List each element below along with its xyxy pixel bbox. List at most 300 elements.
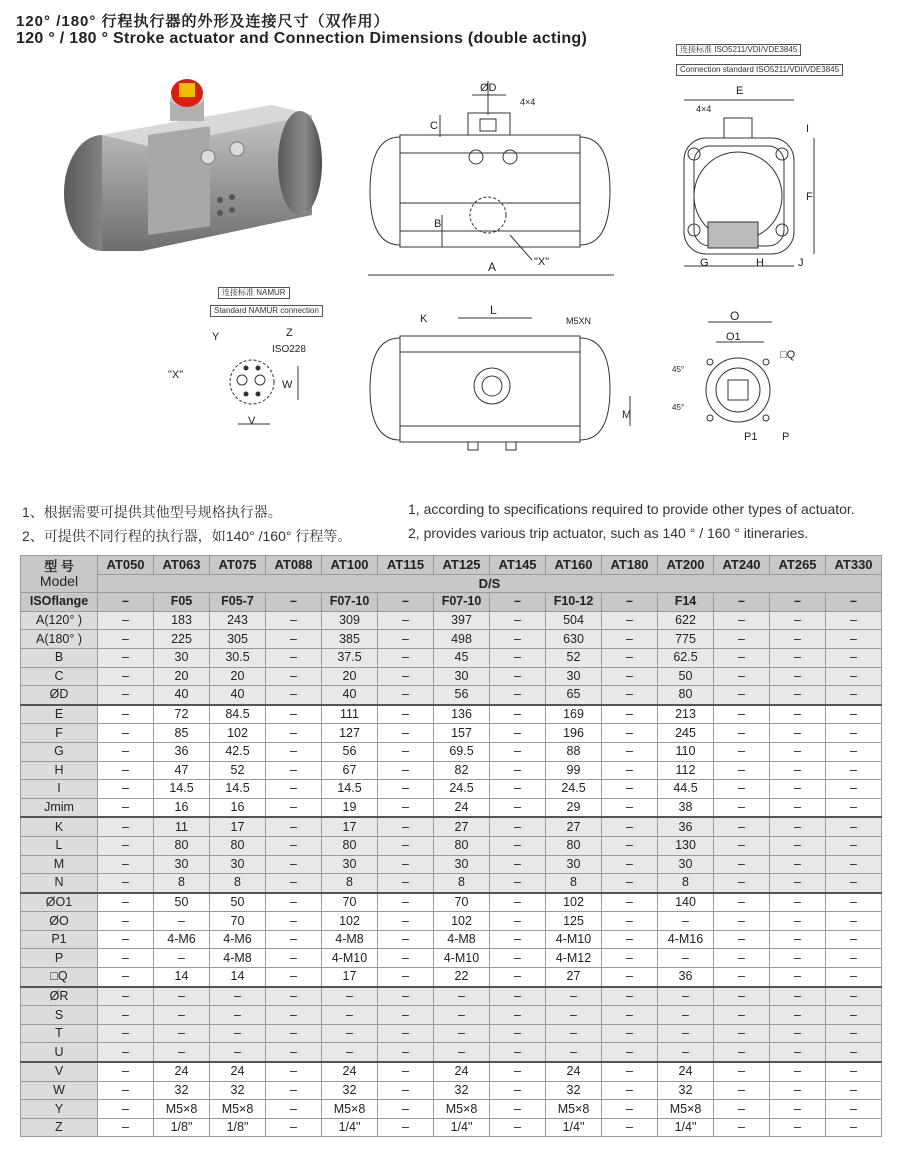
table-cell: – [826, 611, 882, 630]
header-model-en: Model [39, 573, 79, 590]
table-cell: – [770, 930, 826, 949]
table-cell: 40 [154, 686, 210, 705]
table-cell: – [98, 593, 154, 612]
table-cell: 4-M6 [154, 930, 210, 949]
table-cell: 24 [546, 1062, 602, 1081]
table-cell: – [602, 1024, 658, 1043]
dim-D: ØD [480, 82, 497, 94]
table-cell: 1/8" [154, 1118, 210, 1137]
table-cell: 4-M8 [434, 930, 490, 949]
table-cell: – [490, 742, 546, 761]
table-cell: – [714, 611, 770, 630]
table-row [21, 724, 882, 743]
table-cell: – [266, 1062, 322, 1081]
table-cell: – [714, 798, 770, 817]
table-cell: – [714, 648, 770, 667]
table-cell: 80 [154, 836, 210, 855]
table-cell: – [490, 705, 546, 724]
table-cell: – [490, 817, 546, 836]
table-cell: 4-M16 [658, 930, 714, 949]
table-cell: – [714, 1024, 770, 1043]
table-cell: 19 [322, 798, 378, 817]
table-cell: 40 [210, 686, 266, 705]
row-label: ØO [21, 912, 98, 931]
table-cell: – [98, 893, 154, 912]
table-cell: – [770, 742, 826, 761]
table-cell: – [98, 987, 154, 1006]
table-row [21, 874, 882, 893]
table-cell: – [714, 724, 770, 743]
table-cell: M5×8 [546, 1100, 602, 1119]
table-cell: – [602, 930, 658, 949]
model-header-cell: AT075 [210, 556, 266, 575]
table-cell: 24 [210, 1062, 266, 1081]
table-cell: – [490, 1081, 546, 1100]
table-cell: – [378, 817, 434, 836]
table-cell: – [490, 949, 546, 968]
table-cell: 1/4" [434, 1118, 490, 1137]
table-cell: 29 [546, 798, 602, 817]
table-cell: 8 [154, 874, 210, 893]
table-cell: – [658, 949, 714, 968]
table-cell: – [602, 1043, 658, 1062]
table-cell: – [378, 742, 434, 761]
table-cell: – [826, 1006, 882, 1025]
table-cell: – [378, 1006, 434, 1025]
table-cell: – [490, 761, 546, 780]
table-cell: – [490, 1118, 546, 1137]
table-cell: 17 [322, 817, 378, 836]
model-header-cell: AT145 [490, 556, 546, 575]
table-cell: – [826, 780, 882, 799]
table-cell: 110 [658, 742, 714, 761]
table-iso-row [21, 593, 882, 612]
table-cell: – [770, 705, 826, 724]
table-row [21, 630, 882, 649]
table-cell: – [378, 724, 434, 743]
table-cell: 52 [546, 648, 602, 667]
table-cell: 36 [154, 742, 210, 761]
table-cell: – [266, 893, 322, 912]
dim-J: J [798, 257, 804, 269]
table-cell: – [154, 949, 210, 968]
table-row [21, 987, 882, 1006]
model-header-cell: AT125 [434, 556, 490, 575]
table-cell: – [490, 798, 546, 817]
table-cell: 80 [322, 836, 378, 855]
table-row [21, 1043, 882, 1062]
table-cell: – [98, 742, 154, 761]
dim-G: G [700, 257, 709, 269]
dim-I: I [806, 123, 810, 135]
table-cell: 1/8" [210, 1118, 266, 1137]
model-header-cell: AT330 [826, 556, 882, 575]
table-cell: – [154, 912, 210, 931]
table-cell: 17 [322, 968, 378, 987]
table-cell: – [378, 836, 434, 855]
row-label: P1 [21, 930, 98, 949]
header-model-zh: 型 号 Model [21, 556, 98, 593]
table-cell: – [826, 761, 882, 780]
table-cell: – [602, 761, 658, 780]
table-cell: – [266, 761, 322, 780]
table-row [21, 968, 882, 987]
table-cell: – [378, 1118, 434, 1137]
table-cell: 44.5 [658, 780, 714, 799]
table-cell: – [602, 724, 658, 743]
table-cell: – [770, 874, 826, 893]
table-cell: 14 [210, 968, 266, 987]
namur-standard-label-zh: 连接标准 NAMUR [218, 287, 290, 299]
table-cell: 8 [434, 874, 490, 893]
table-cell: – [266, 798, 322, 817]
table-cell: 99 [546, 761, 602, 780]
table-cell: 630 [546, 630, 602, 649]
table-cell: 20 [210, 667, 266, 686]
table-cell: – [826, 667, 882, 686]
table-cell: 30 [546, 667, 602, 686]
table-cell: – [490, 724, 546, 743]
table-cell: 30 [154, 648, 210, 667]
table-cell: – [826, 593, 882, 612]
table-cell: 32 [434, 1081, 490, 1100]
dim-P1: P1 [744, 431, 758, 443]
table-cell: 498 [434, 630, 490, 649]
table-cell: – [210, 1006, 266, 1025]
table-cell: 385 [322, 630, 378, 649]
table-cell: – [826, 1043, 882, 1062]
table-cell: – [602, 949, 658, 968]
table-cell: – [490, 836, 546, 855]
table-cell: 36 [658, 968, 714, 987]
table-row [21, 686, 882, 705]
table-cell: – [266, 611, 322, 630]
row-label: A(180° ) [21, 630, 98, 649]
table-cell: – [490, 630, 546, 649]
dim-H: H [756, 257, 764, 269]
table-cell: – [434, 1006, 490, 1025]
table-cell: – [266, 987, 322, 1006]
table-cell: – [490, 912, 546, 931]
table-cell: 47 [154, 761, 210, 780]
table-row [21, 798, 882, 817]
table-cell: – [154, 1024, 210, 1043]
table-cell: – [266, 1081, 322, 1100]
table-cell: – [602, 798, 658, 817]
table-cell: – [378, 705, 434, 724]
table-cell: – [322, 1006, 378, 1025]
table-cell: – [154, 1006, 210, 1025]
table-cell: 504 [546, 611, 602, 630]
table-cell: – [714, 930, 770, 949]
row-label: ØR [21, 987, 98, 1006]
table-cell: – [602, 855, 658, 874]
table-cell: 24.5 [546, 780, 602, 799]
table-cell: – [826, 874, 882, 893]
table-cell: – [490, 593, 546, 612]
table-cell: – [378, 949, 434, 968]
table-cell: 37.5 [322, 648, 378, 667]
table-cell: – [602, 780, 658, 799]
table-cell: 8 [546, 874, 602, 893]
row-label: ISOflange [21, 593, 98, 612]
table-cell: – [546, 1024, 602, 1043]
table-cell: F14 [658, 593, 714, 612]
table-cell: 24 [154, 1062, 210, 1081]
table-cell: 52 [210, 761, 266, 780]
table-cell: – [210, 1043, 266, 1062]
table-cell: – [98, 874, 154, 893]
table-cell: 102 [322, 912, 378, 931]
dim-A: A [488, 260, 497, 274]
table-cell: – [490, 611, 546, 630]
table-cell: – [266, 1006, 322, 1025]
row-label: A(120° ) [21, 611, 98, 630]
table-row [21, 1118, 882, 1137]
table-cell: F07-10 [434, 593, 490, 612]
table-cell: F07-10 [322, 593, 378, 612]
table-cell: – [770, 836, 826, 855]
table-cell: – [826, 855, 882, 874]
dim-M5XN: M5XN [566, 316, 592, 326]
table-cell: 50 [154, 893, 210, 912]
iso-standard-label-en: Connection standard ISO5211/VDI/VDE3845 [676, 64, 843, 76]
namur-detail-drawing [160, 320, 320, 440]
table-cell: 30 [546, 855, 602, 874]
dim-V: V [248, 415, 256, 427]
table-row [21, 1100, 882, 1119]
dim-M: M [622, 409, 632, 421]
table-cell: 62.5 [658, 648, 714, 667]
table-cell: 67 [322, 761, 378, 780]
row-label: M [21, 855, 98, 874]
table-cell: – [378, 893, 434, 912]
table-cell: – [826, 742, 882, 761]
table-cell: – [434, 1024, 490, 1043]
table-cell: – [266, 780, 322, 799]
table-cell: – [602, 1118, 658, 1137]
table-cell: 56 [322, 742, 378, 761]
table-row [21, 705, 882, 724]
table-cell: 8 [210, 874, 266, 893]
dim-P: P [782, 431, 790, 443]
row-label: N [21, 874, 98, 893]
table-cell: 65 [546, 686, 602, 705]
model-header-cell: AT063 [154, 556, 210, 575]
table-cell: 397 [434, 611, 490, 630]
table-cell: 32 [210, 1081, 266, 1100]
table-cell: 84.5 [210, 705, 266, 724]
table-ds-row [21, 574, 882, 593]
table-cell: – [98, 798, 154, 817]
dim-C: C [430, 120, 438, 132]
table-cell: – [490, 648, 546, 667]
table-cell: – [770, 611, 826, 630]
table-cell: 4-M10 [434, 949, 490, 968]
table-cell: – [714, 742, 770, 761]
table-cell: – [714, 874, 770, 893]
table-cell: – [770, 987, 826, 1006]
table-cell: 183 [154, 611, 210, 630]
table-cell: – [770, 761, 826, 780]
table-cell: – [322, 1024, 378, 1043]
table-cell: – [714, 630, 770, 649]
table-row [21, 1062, 882, 1081]
table-cell: 1/4" [546, 1118, 602, 1137]
table-cell: 32 [322, 1081, 378, 1100]
table-cell: 1/4" [658, 1118, 714, 1137]
row-label: S [21, 1006, 98, 1025]
row-label: L [21, 836, 98, 855]
dim-4x4-side: 4×4 [696, 104, 712, 114]
side-view-drawing [668, 78, 818, 278]
table-row [21, 949, 882, 968]
table-cell: 70 [434, 893, 490, 912]
dim-E: E [736, 85, 744, 97]
table-cell: – [98, 855, 154, 874]
table-cell: – [770, 1118, 826, 1137]
dim-Q: □Q [780, 349, 796, 361]
table-cell: – [266, 686, 322, 705]
table-cell: 24 [658, 1062, 714, 1081]
table-cell: 309 [322, 611, 378, 630]
table-cell: – [490, 686, 546, 705]
table-cell: 27 [546, 968, 602, 987]
table-cell: – [770, 667, 826, 686]
dim-ISO228: ISO228 [272, 344, 306, 355]
table-cell: – [826, 1118, 882, 1137]
table-cell: – [826, 930, 882, 949]
table-cell: 4-M12 [546, 949, 602, 968]
table-cell: – [266, 593, 322, 612]
table-cell: 196 [546, 724, 602, 743]
table-cell: – [714, 780, 770, 799]
table-cell: – [826, 949, 882, 968]
table-cell: – [98, 780, 154, 799]
table-cell: 16 [210, 798, 266, 817]
table-cell: – [266, 1043, 322, 1062]
table-cell: – [266, 1024, 322, 1043]
table-cell: 50 [658, 667, 714, 686]
table-cell: – [490, 855, 546, 874]
table-cell: F05-7 [210, 593, 266, 612]
table-cell: – [602, 611, 658, 630]
table-cell: – [826, 836, 882, 855]
table-cell: – [658, 1043, 714, 1062]
table-cell: – [658, 1024, 714, 1043]
model-header-cell: AT100 [322, 556, 378, 575]
table-cell: 42.5 [210, 742, 266, 761]
table-cell: – [98, 1006, 154, 1025]
table-cell: – [658, 987, 714, 1006]
table-cell: – [266, 930, 322, 949]
table-cell: M5×8 [154, 1100, 210, 1119]
table-cell: 69.5 [434, 742, 490, 761]
table-cell: 14.5 [322, 780, 378, 799]
dimension-table [20, 555, 882, 1137]
row-label: F [21, 724, 98, 743]
title-chinese: 120° /180° 行程执行器的外形及连接尺寸（双作用） [16, 13, 390, 30]
table-cell: – [98, 1024, 154, 1043]
table-cell: – [770, 968, 826, 987]
table-cell: – [210, 1024, 266, 1043]
table-cell: – [770, 648, 826, 667]
table-cell: – [266, 1118, 322, 1137]
table-cell: 111 [322, 705, 378, 724]
table-cell: – [602, 1100, 658, 1119]
table-cell: – [714, 667, 770, 686]
namur-standard-label-en: Standard NAMUR connection [210, 305, 323, 317]
table-cell: 127 [322, 724, 378, 743]
dim-F: F [806, 191, 813, 203]
table-cell: 50 [210, 893, 266, 912]
table-cell: – [714, 949, 770, 968]
table-cell: 17 [210, 817, 266, 836]
dim-X-namur: "X" [168, 369, 184, 381]
table-cell: – [490, 930, 546, 949]
table-cell: M5×8 [658, 1100, 714, 1119]
row-label: U [21, 1043, 98, 1062]
table-cell: – [490, 893, 546, 912]
table-cell: – [266, 1100, 322, 1119]
table-cell: 80 [434, 836, 490, 855]
table-cell: – [378, 686, 434, 705]
table-cell: – [490, 987, 546, 1006]
row-label: E [21, 705, 98, 724]
table-cell: 157 [434, 724, 490, 743]
table-cell: 45 [434, 648, 490, 667]
table-cell: – [826, 1081, 882, 1100]
table-row [21, 836, 882, 855]
dim-W: W [282, 379, 293, 391]
table-cell: – [546, 1006, 602, 1025]
table-cell: – [770, 1043, 826, 1062]
table-cell: – [826, 817, 882, 836]
note-en-1: 1, according to specifications required to provide other types of actuator. [408, 501, 855, 517]
iso-standard-label-zh: 连接标准 ISO5211/VDI/VDE3845 [676, 44, 801, 56]
table-cell: – [266, 648, 322, 667]
table-cell: – [434, 1043, 490, 1062]
table-cell: – [770, 949, 826, 968]
dim-Z: Z [286, 327, 293, 339]
row-label: Y [21, 1100, 98, 1119]
table-cell: – [322, 987, 378, 1006]
dim-Y: Y [212, 331, 220, 343]
table-cell: – [714, 686, 770, 705]
row-label: G [21, 742, 98, 761]
note-zh-2: 2、可提供不同行程的执行器，如140° /160° 行程等。 [22, 528, 352, 544]
table-cell: 243 [210, 611, 266, 630]
table-cell: – [770, 686, 826, 705]
model-header-cell: AT115 [378, 556, 434, 575]
row-label: ØO1 [21, 893, 98, 912]
table-cell: – [602, 912, 658, 931]
model-header-cell: AT050 [98, 556, 154, 575]
table-cell: – [98, 1043, 154, 1062]
table-cell: 30 [154, 855, 210, 874]
table-cell: – [98, 705, 154, 724]
table-cell: 22 [434, 968, 490, 987]
table-cell: – [98, 724, 154, 743]
table-cell: – [826, 705, 882, 724]
table-cell: – [770, 1006, 826, 1025]
table-cell: – [154, 1043, 210, 1062]
table-cell: – [714, 912, 770, 931]
table-cell: – [266, 912, 322, 931]
row-label: I [21, 780, 98, 799]
table-row [21, 742, 882, 761]
table-cell: 24 [434, 798, 490, 817]
